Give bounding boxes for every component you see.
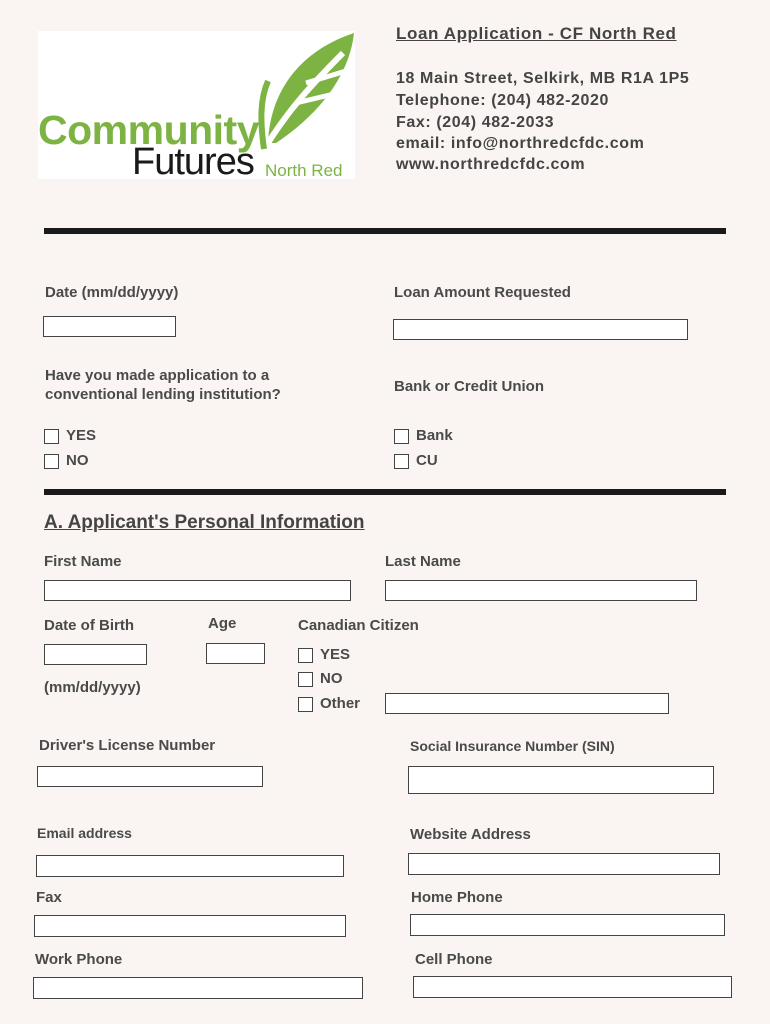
fax-field[interactable] bbox=[34, 915, 346, 937]
work-phone-label: Work Phone bbox=[35, 951, 123, 968]
fax-label: Fax bbox=[36, 889, 62, 906]
cu-checkbox[interactable] bbox=[394, 454, 409, 469]
form-title: Loan Application - CF North Red bbox=[396, 24, 677, 43]
last-name-label: Last Name bbox=[385, 553, 461, 570]
cu-label: CU bbox=[416, 452, 438, 469]
drivers-license-label: Driver's License Number bbox=[39, 737, 216, 754]
citizen-label: Canadian Citizen bbox=[298, 617, 419, 634]
citizen-yes-label: YES bbox=[320, 646, 351, 663]
age-field[interactable] bbox=[206, 643, 265, 664]
community-futures-logo bbox=[38, 31, 355, 183]
drivers-license-field[interactable] bbox=[37, 766, 263, 787]
telephone-line: Telephone: (204) 482-2020 bbox=[396, 92, 610, 109]
website-field[interactable] bbox=[408, 853, 720, 875]
logo-word-community: Community bbox=[38, 107, 259, 153]
citizen-other-checkbox[interactable] bbox=[298, 697, 313, 712]
citizen-no-label: NO bbox=[320, 670, 343, 687]
loan-amount-field[interactable] bbox=[393, 319, 688, 340]
age-label: Age bbox=[208, 615, 237, 632]
bank-label: Bank bbox=[416, 427, 453, 444]
email-field[interactable] bbox=[36, 855, 344, 877]
loan-amount-label: Loan Amount Requested bbox=[394, 284, 571, 301]
work-phone-field[interactable] bbox=[33, 977, 363, 999]
home-phone-field[interactable] bbox=[410, 914, 725, 936]
divider bbox=[44, 489, 726, 495]
conventional-yes-label: YES bbox=[66, 427, 97, 444]
conventional-question: Have you made application to a conventional lending institution? bbox=[45, 367, 281, 403]
citizen-other-label: Other bbox=[320, 695, 361, 712]
address-line: 18 Main Street, Selkirk, MB R1A 1P5 bbox=[396, 70, 690, 87]
sin-field[interactable] bbox=[408, 766, 714, 794]
dob-format-label: (mm/dd/yyyy) bbox=[44, 679, 141, 696]
section-a-heading: A. Applicant's Personal Information bbox=[44, 512, 365, 533]
citizen-no-checkbox[interactable] bbox=[298, 672, 313, 687]
sin-label: Social Insurance Number (SIN) bbox=[410, 738, 615, 754]
conventional-yes-checkbox[interactable] bbox=[44, 429, 59, 444]
bank-checkbox[interactable] bbox=[394, 429, 409, 444]
email-label: Email address bbox=[37, 825, 132, 841]
dob-label: Date of Birth bbox=[44, 617, 134, 634]
citizen-yes-checkbox[interactable] bbox=[298, 648, 313, 663]
cell-phone-field[interactable] bbox=[413, 976, 732, 998]
first-name-field[interactable] bbox=[44, 580, 351, 601]
email-line: email: info@northredcfdc.com bbox=[396, 135, 645, 152]
date-field[interactable] bbox=[43, 316, 176, 337]
home-phone-label: Home Phone bbox=[411, 889, 503, 906]
citizen-other-field[interactable] bbox=[385, 693, 669, 714]
first-name-label: First Name bbox=[44, 553, 122, 570]
cell-phone-label: Cell Phone bbox=[415, 951, 493, 968]
logo-word-futures: Futures bbox=[132, 141, 254, 183]
conventional-no-label: NO bbox=[66, 452, 89, 469]
website-line: www.northredcfdc.com bbox=[396, 156, 586, 173]
conventional-no-checkbox[interactable] bbox=[44, 454, 59, 469]
dob-field[interactable] bbox=[44, 644, 147, 665]
fax-line: Fax: (204) 482-2033 bbox=[396, 114, 555, 131]
logo-word-north-red: North Red bbox=[265, 161, 343, 180]
last-name-field[interactable] bbox=[385, 580, 697, 601]
bank-cu-label: Bank or Credit Union bbox=[394, 378, 545, 395]
website-label: Website Address bbox=[410, 826, 531, 843]
date-label: Date (mm/dd/yyyy) bbox=[45, 284, 179, 301]
divider bbox=[44, 228, 726, 234]
